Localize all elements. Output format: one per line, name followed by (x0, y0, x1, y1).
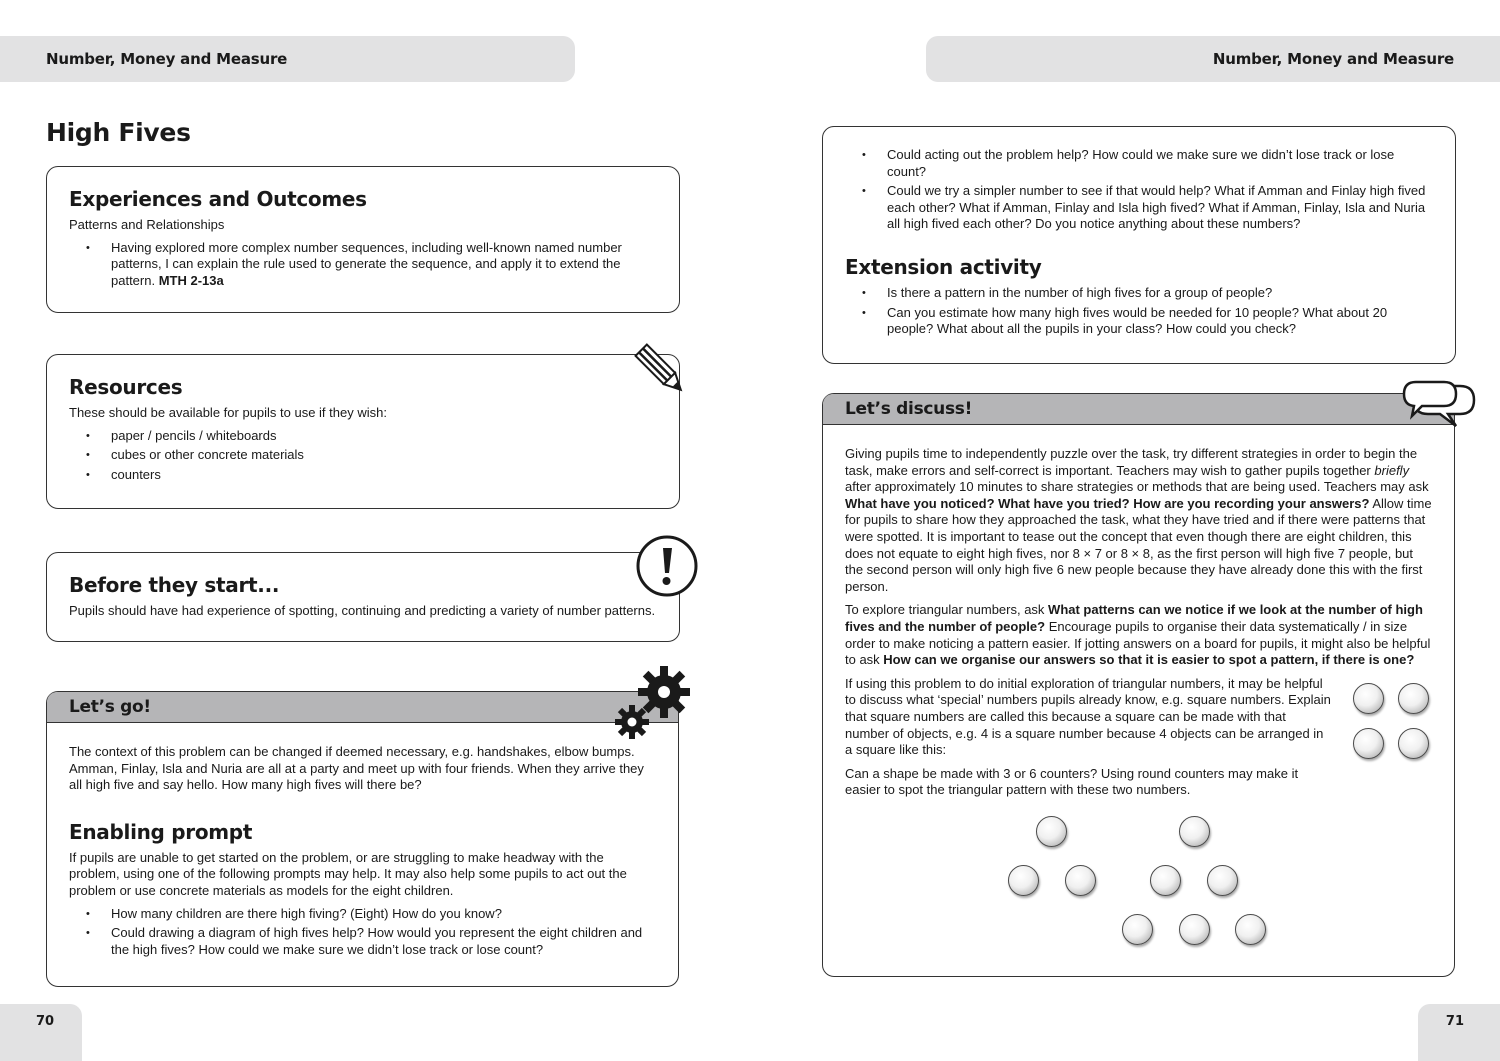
text-run: Allow time for pupils to share how they approached the task, what they have tried and if there were patterns that were spotted. It is important to tease out the concept that even though there are eight children, this does not equate to eight high fives, nor 8 × 7 or 8 × 8, as the first person will high five 7 people, but the second person will only high five 6 new people because they have already done this with the first person. (845, 495, 1432, 594)
text-run: What have you noticed? What have you tried? How are you recording your answers? (845, 495, 1370, 511)
list-item: • Is there a pattern in the number of high fives for a group of people? (845, 285, 1433, 302)
resources-intro: These should be available for pupils to use if they wish: (69, 405, 387, 420)
lets-go-title: Let’s go! (69, 697, 151, 717)
page-title: High Fives (46, 118, 191, 147)
text-run: How can we organise our answers so that it is easier to spot a pattern, if there is one? (883, 652, 1415, 668)
counter-icon (1179, 816, 1210, 847)
outcome-code: MTH 2-13a (158, 272, 224, 288)
extension-heading: Extension activity (845, 254, 1042, 279)
page-number-right: 71 (1418, 1004, 1500, 1061)
enabling-prompt-heading: Enabling prompt (69, 819, 253, 844)
list-item: • counters (69, 467, 657, 484)
counter-icon (1398, 728, 1429, 759)
continued-prompts-list (845, 147, 1433, 233)
enabling-prompt-text: If pupils are unable to get started on the problem, or are struggling to make headway with the problem, using one of the following prompts may help. It may also help some pupils to act out the problem or use concrete materials as models for the eight children. (69, 849, 627, 898)
counter-icon (1065, 865, 1096, 896)
exclamation-icon (636, 535, 698, 597)
resources-list (69, 428, 657, 484)
list-item: • cubes or other concrete materials (69, 447, 657, 464)
experiences-box (46, 166, 680, 313)
before-text: Pupils should have had experience of spotting, continuing and predicting a variety of number patterns. (69, 603, 656, 618)
outcome-text: Having explored more complex number sequences, including well-known named number patterns, I can explain the rule used to generate the sequence, and apply it to extend the pattern. (111, 239, 622, 288)
counter-icon (1398, 683, 1429, 714)
counter-icon (1353, 728, 1384, 759)
counter-icon (1150, 865, 1181, 896)
before-box (46, 552, 680, 642)
resources-box (46, 354, 680, 509)
experiences-subheading: Patterns and Relationships (69, 217, 225, 232)
section-title-right: Number, Money and Measure (1212, 50, 1454, 68)
text-run: after approximately 10 minutes to share strategies or methods that are being used. Teachers may ask (845, 479, 1429, 495)
lets-discuss-strip (823, 394, 1454, 425)
discuss-paragraph-1 (845, 446, 1432, 595)
counter-icon (1122, 914, 1153, 945)
list-item: • Could we try a simpler number to see if that would help? What if Amman and Finlay high fived each other? What if Amman, Finlay and Isla high fived? What if Amman, Finlay, Isla and Nuria all high fived each other? Do you notice anything about these numbers? (845, 183, 1433, 233)
list-item: • How many children are there high fiving? (Eight) How do you know? (69, 906, 656, 923)
context-text: The context of this problem can be changed if deemed necessary, e.g. handshakes, elbow bumps. Amman, Finlay, Isla and Nuria are all at a party and meet up with four friends. When they arrive they all high five and say hello. How many high fives will there be? (69, 744, 644, 793)
section-title-left: Number, Money and Measure (46, 50, 288, 68)
counter-icon (1008, 865, 1039, 896)
before-heading: Before they start... (69, 573, 280, 597)
counter-icon (1207, 865, 1238, 896)
discuss-paragraph-4: Can a shape be made with 3 or 6 counters? Using round counters may make it easier to spot the triangular pattern with these two numbers. (845, 765, 1299, 798)
discuss-paragraph-2 (845, 602, 1432, 668)
extension-list (845, 285, 1433, 338)
experiences-heading: Experiences and Outcomes (69, 187, 367, 211)
page-number-left: 70 (0, 1004, 82, 1061)
gears-icon (612, 664, 694, 744)
lets-discuss-title: Let’s discuss! (845, 399, 973, 419)
list-item: • Could acting out the problem help? How could we make sure we didn’t lose track or lose count? (845, 147, 1433, 180)
resources-heading: Resources (69, 375, 183, 399)
counter-icon (1353, 683, 1384, 714)
text-run: What patterns can we notice if we look at the number of high fives and the number of people? (845, 602, 1423, 634)
text-run: Giving pupils time to independently puzzle over the task, try different strategies in order to begin the task, make errors and self-correct is important. Teachers may wish to gather pupils together (845, 446, 1418, 478)
header-bar-right (926, 36, 1500, 82)
extension-box (822, 126, 1456, 364)
counter-icon (1235, 914, 1266, 945)
experiences-list (69, 240, 657, 290)
header-bar-left (0, 36, 575, 82)
list-item: • paper / pencils / whiteboards (69, 428, 657, 445)
list-item: • Can you estimate how many high fives would be needed for 10 people? What about 20 people? What about all the pupils in your class? How could you check? (845, 305, 1433, 338)
discuss-paragraph-3: If using this problem to do initial exploration of triangular numbers, it may be helpful to discuss what ‘special’ numbers pupils already know, e.g. square numbers. Explain that square numbers are called this because a square can be made with that number of objects, e.g. 4 is a square number because 4 objects can be arranged in a square like this: (845, 675, 1331, 758)
text-run: To explore triangular numbers, ask (845, 602, 1049, 618)
list-item (69, 240, 657, 290)
lets-go-box (46, 691, 679, 987)
prompts-list (69, 906, 656, 959)
counter-icon (1179, 914, 1210, 945)
text-run: briefly (1374, 462, 1410, 478)
pencil-icon (625, 336, 695, 404)
list-item: • Could drawing a diagram of high fives help? How would you represent the eight children and the high fives? How could we make sure we didn’t lose track or lose count? (69, 925, 656, 958)
speech-bubbles-icon (1398, 378, 1478, 438)
text-run: Encourage pupils to organise their data systematically / in size order to make noticing a pattern easier. If jotting answers on a board for pupils, it might also be helpful to ask (845, 618, 1431, 668)
counter-icon (1036, 816, 1067, 847)
lets-go-strip (47, 692, 678, 723)
